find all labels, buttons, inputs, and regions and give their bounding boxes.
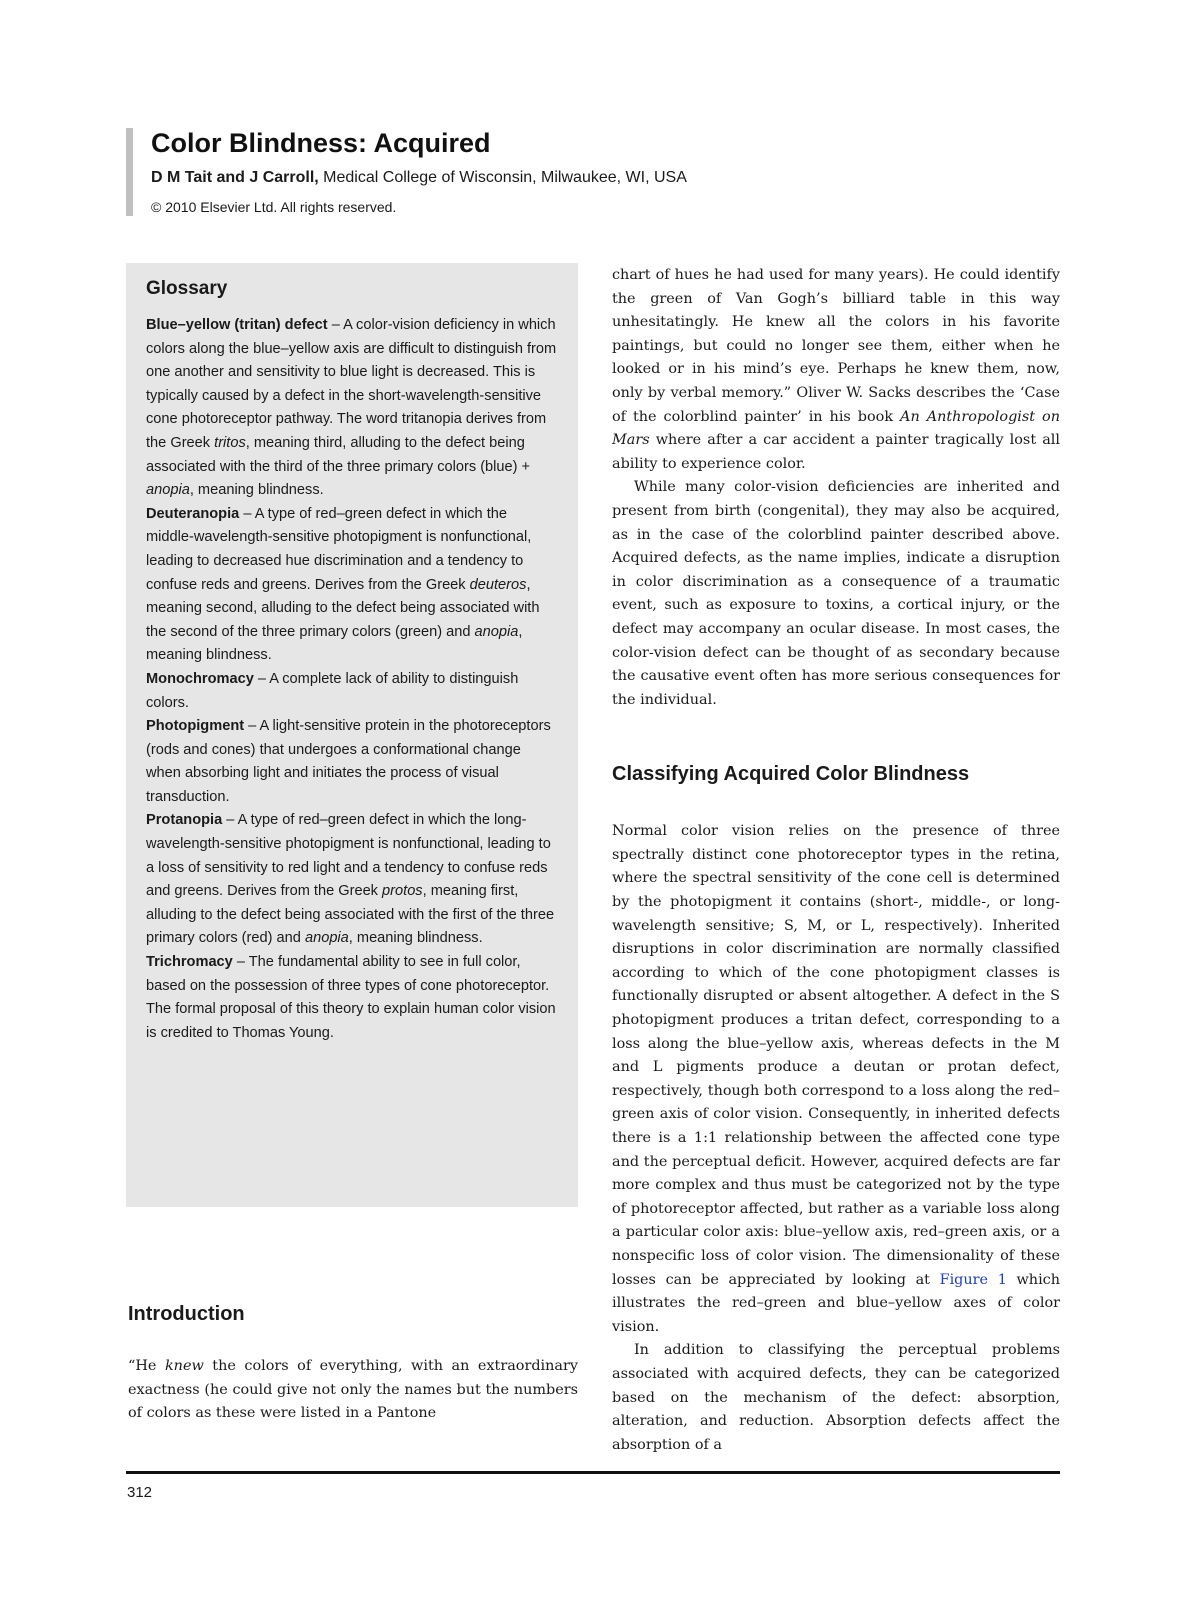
author-names: D M Tait and J Carroll, <box>151 169 319 186</box>
paragraph-continued <box>612 264 1060 476</box>
classifying-heading: Classifying Acquired Color Blindness <box>612 763 970 786</box>
copyright-notice: © 2010 Elsevier Ltd. All rights reserved. <box>151 199 397 215</box>
paragraph <box>612 1339 1060 1457</box>
glossary-entry <box>146 668 558 715</box>
glossary-definition: , meaning second, alluding to the defect being associated with the second of the three primary colors (green) and <box>146 576 540 640</box>
paragraph <box>612 820 1060 1339</box>
text-run: “He <box>128 1358 165 1374</box>
glossary-term: Trichromacy <box>146 954 233 971</box>
glossary-definition: A color-vision deficiency in which colors along the blue–yellow axis are difficult to distinguish from one another and sensitivity to blue light is decreased. This is typically caused by a defect in the short-wavelength-sensitive cone photoreceptor pathway. The word tritanopia derives from the Greek <box>146 317 557 451</box>
glossary-entry <box>146 503 558 668</box>
text-run: where after a car accident a painter tragically lost all ability to experience color. <box>612 432 1060 472</box>
text-run: the colors of everything, with an extraordinary exactness (he could give not only the names but the numbers of colors as these were listed in a Pantone <box>128 1358 579 1422</box>
glossary-heading: Glossary <box>146 278 228 299</box>
introduction-section <box>128 1300 578 1426</box>
glossary-definition: , meaning third, alluding to the defect being associated with the third of the three primary colors (blue) + <box>146 434 531 475</box>
text-run: chart of hues he had used for many years). He could identify the green of Van Gogh’s billiard table in this way unhesitatingly. He knew all the colors in his favorite paintings, but could no longer see them, either when he looked or in his mind’s eye. Perhaps he knew them, now, only by verbal memory.” Oliver W. Sacks describes the ‘Case of the colorblind painter’ in his book <box>612 267 1060 425</box>
glossary-entry <box>146 715 558 809</box>
glossary-definition: , meaning blindness. <box>189 482 324 499</box>
right-column <box>612 264 1060 1457</box>
glossary-definition: , meaning first, alluding to the defect being associated with the first of the three primary colors (red) and <box>146 883 555 947</box>
glossary-term: Protanopia <box>146 812 223 829</box>
glossary-term: Blue–yellow (tritan) defect <box>146 317 328 333</box>
glossary-italic: deuteros <box>469 576 527 593</box>
text-run: While many color-vision deficiencies are inherited and present from birth (congenital), they may also be acquired, as in the case of the colorblind painter described above. Acquired defects, as the name implies, indicate a disruption in color discrimination as a consequence of a traumatic event, such as exposure to toxins, a cortical injury, or the defect may accompany an ocular disease. In most cases, the color-vision defect can be thought of as secondary because the causative event often has more serious consequences for the individual. <box>612 479 1060 708</box>
introduction-paragraph <box>128 1355 578 1426</box>
glossary-definition: , meaning blindness. <box>348 930 483 947</box>
glossary-box <box>126 263 578 1207</box>
glossary-entry <box>146 809 558 951</box>
footer-rule <box>126 1471 1060 1474</box>
glossary-italic: anopia <box>304 930 349 947</box>
glossary-term: Photopigment <box>146 718 245 735</box>
page-number: 312 <box>127 1484 153 1501</box>
glossary-italic: tritos <box>214 434 246 451</box>
book-title: An Anthropologist on Mars <box>612 408 1060 449</box>
authors-line <box>151 168 926 188</box>
glossary-definition: A complete lack of ability to distinguish colors. <box>146 670 519 711</box>
glossary-definition: A type of red–green defect in which the long-wavelength-sensitive photopigment is nonfunctional, leading to a loss of sensitivity to red light and a tendency to confuse reds and greens. Derives from the Greek <box>146 812 551 900</box>
glossary-separator: – <box>253 670 270 687</box>
paragraph <box>612 476 1060 712</box>
glossary-entry <box>146 314 558 503</box>
glossary-separator: – <box>239 505 255 522</box>
text-run: which illustrates the red–green and blue–yellow axes of color vision. <box>612 1271 1061 1335</box>
text-run: In addition to classifying the perceptual problems associated with acquired defects, they can be categorized based on the mechanism of the defect: absorption, alteration, and reduction. Absorption defects affect the absorption of a <box>612 1342 1060 1453</box>
article-title: Color Blindness: Acquired <box>151 128 491 158</box>
glossary-separator: – <box>232 954 249 971</box>
text-run: Normal color vision relies on the presence of three spectrally distinct cone photoreceptor types in the retina, where the spectral sensitivity of the cone cell is determined by the photopigment it contains (short-, middle-, or long-wavelength sensitive; S, M, or L, respectively). Inherited disruptions in color discrimination are normally classified according to which of the cone photopigment classes is functionally disrupted or absent altogether. A defect in the S photopigment produces a tritan defect, corresponding to a loss along the blue–yellow axis, whereas defects in the M and L pigments produce a deutan or protan defect, respectively, though both correspond to a loss along the red–green axis of color vision. Consequently, in inherited defects there is a 1:1 relationship between the affected cone type and the perceptual deficit. However, acquired defects are far more complex and thus must be categorized not by the type of photoreceptor affected, but rather as a variable loss along a particular color axis: blue–yellow axis, red–green axis, or a nonspecific loss of color vision. The dimensionality of these losses can be appreciated by looking at <box>612 823 1060 1288</box>
glossary-italic: anopia <box>474 623 519 640</box>
italic-run: knew <box>164 1358 204 1374</box>
article-header <box>126 128 926 216</box>
glossary-definition: A light-sensitive protein in the photoreceptors (rods and cones) that undergoes a conformational change when absorbing light and initiates the process of visual transduction. <box>146 718 551 805</box>
glossary-entry <box>146 951 558 1045</box>
figure-1-link[interactable]: Figure 1 <box>939 1271 1007 1288</box>
glossary-italic: protos <box>382 883 423 900</box>
glossary-separator: – <box>244 718 260 735</box>
glossary-definition: A type of red–green defect in which the middle-wavelength-sensitive photopigment is nonfunctional, leading to decreased hue discrimination and a tendency to confuse reds and greens. Derives from the Greek <box>146 505 532 593</box>
glossary-term: Monochromacy <box>146 670 254 687</box>
glossary-definition: The fundamental ability to see in full color, based on the possession of three types of cone photoreceptor. The formal proposal of this theory to explain human color vision is credited to Thomas Young. <box>146 954 556 1041</box>
glossary-definition: , meaning blindness. <box>146 623 523 664</box>
glossary-italic: anopia <box>146 482 190 499</box>
affiliation: Medical College of Wisconsin, Milwaukee, WI, USA <box>318 169 687 186</box>
glossary-separator: – <box>222 812 238 829</box>
glossary-term: Deuteranopia <box>146 505 240 522</box>
introduction-heading: Introduction <box>128 1303 245 1325</box>
glossary-separator: – <box>327 317 344 333</box>
